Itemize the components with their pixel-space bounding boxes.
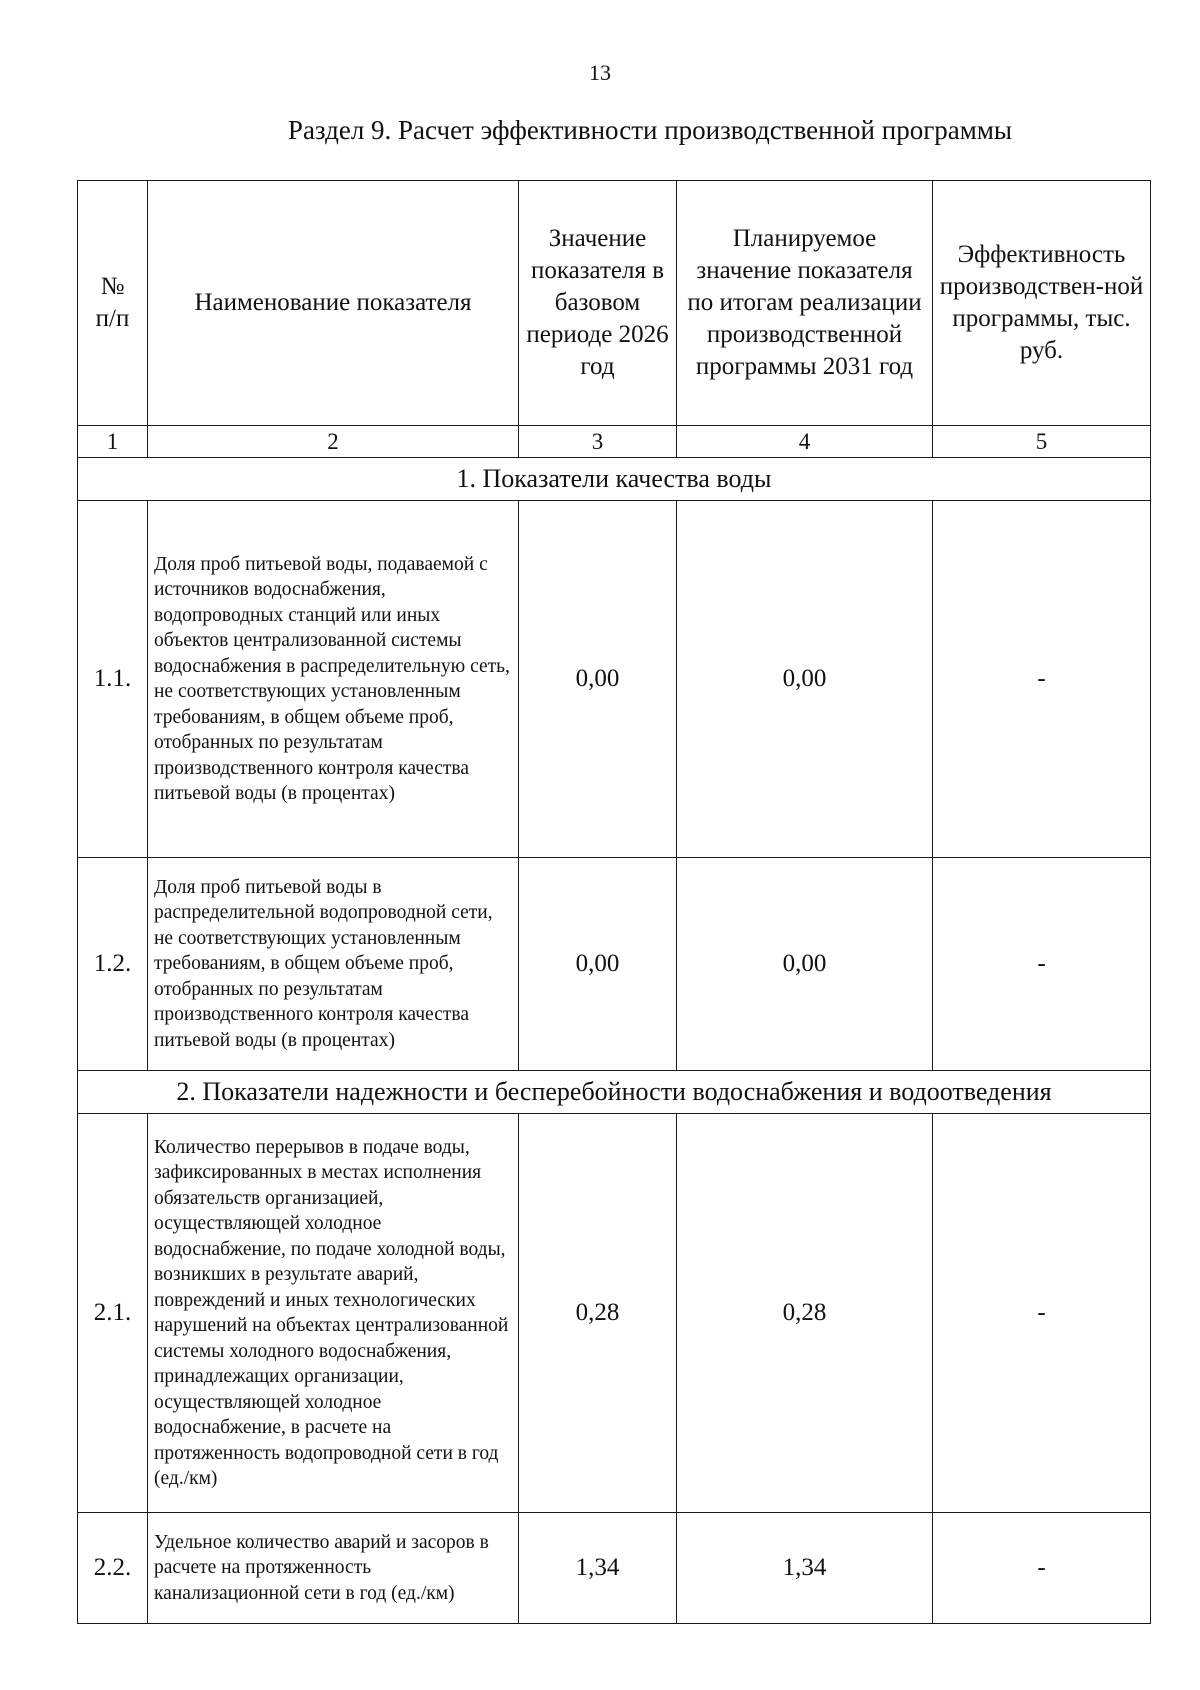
header-planned-value: Планируемое значение показателя по итогам реализации производственной программы 2031 год	[677, 181, 933, 426]
indicator-name: Удельное количество аварий и засоров в расчете на протяженность канализационной сети в год (ед./км)	[148, 1513, 519, 1624]
table-row	[78, 501, 1151, 858]
indicator-name: Количество перерывов в подаче воды, зафиксированных в местах исполнения обязательств организацией, осуществляющей холодное водоснабжение, по подаче холодной воды, возникших в результате аварий, повреждений и иных технологических нарушений на объектах централизованной системы холодного водоснабжения, принадлежащих организации, осуществляющей холодное водоснабжение, в расчете на протяженность водопроводной сети в год (ед./км)	[148, 1114, 519, 1513]
indicator-name: Доля проб питьевой воды, подаваемой с источников водоснабжения, водопроводных станций или иных объектов централизованной системы водоснабжения в распределительную сеть, не соответствующих установленным требованиям, в общем объеме проб, отобранных по результатам производственного контроля качества питьевой воды (в процентах)	[148, 501, 519, 858]
column-number: 2	[148, 426, 519, 458]
efficiency-value: -	[933, 501, 1151, 858]
header-indicator-name: Наименование показателя	[148, 181, 519, 426]
column-number: 5	[933, 426, 1151, 458]
table-header-row	[78, 181, 1151, 426]
table-row	[78, 1114, 1151, 1513]
efficiency-value: -	[933, 1114, 1151, 1513]
table-row	[78, 1513, 1151, 1624]
page-number: 13	[589, 60, 611, 85]
base-value: 1,34	[519, 1513, 677, 1624]
header-base-value: Значение показателя в базовом периоде 2026 год	[519, 181, 677, 426]
base-value: 0,00	[519, 501, 677, 858]
efficiency-value: -	[933, 858, 1151, 1071]
row-number: 1.2.	[78, 858, 148, 1071]
section-row	[78, 458, 1151, 501]
planned-value: 0,00	[677, 858, 933, 1071]
header-efficiency: Эффективность производствен-ной программы, тыс. руб.	[933, 181, 1151, 426]
column-number: 3	[519, 426, 677, 458]
page-title: Раздел 9. Расчет эффективности производственной программы	[287, 115, 1013, 145]
efficiency-table	[77, 180, 1151, 1624]
column-number: 4	[677, 426, 933, 458]
efficiency-value: -	[933, 1513, 1151, 1624]
planned-value: 1,34	[677, 1513, 933, 1624]
base-value: 0,00	[519, 858, 677, 1071]
indicator-name: Доля проб питьевой воды в распределительной водопроводной сети, не соответствующих установленным требованиям, в общем объеме проб, отобранных по результатам производственного контроля качества питьевой воды (в процентах)	[148, 858, 519, 1071]
row-number: 2.2.	[78, 1513, 148, 1624]
planned-value: 0,00	[677, 501, 933, 858]
column-number: 1	[78, 426, 148, 458]
section-row	[78, 1071, 1151, 1114]
header-number: № п/п	[78, 181, 148, 426]
row-number: 1.1.	[78, 501, 148, 858]
section-title: 1. Показатели качества воды	[78, 458, 1151, 501]
planned-value: 0,28	[677, 1114, 933, 1513]
row-number: 2.1.	[78, 1114, 148, 1513]
column-number-row	[78, 426, 1151, 458]
table-row	[78, 858, 1151, 1071]
base-value: 0,28	[519, 1114, 677, 1513]
section-title: 2. Показатели надежности и бесперебойности водоснабжения и водоотведения	[78, 1071, 1151, 1114]
